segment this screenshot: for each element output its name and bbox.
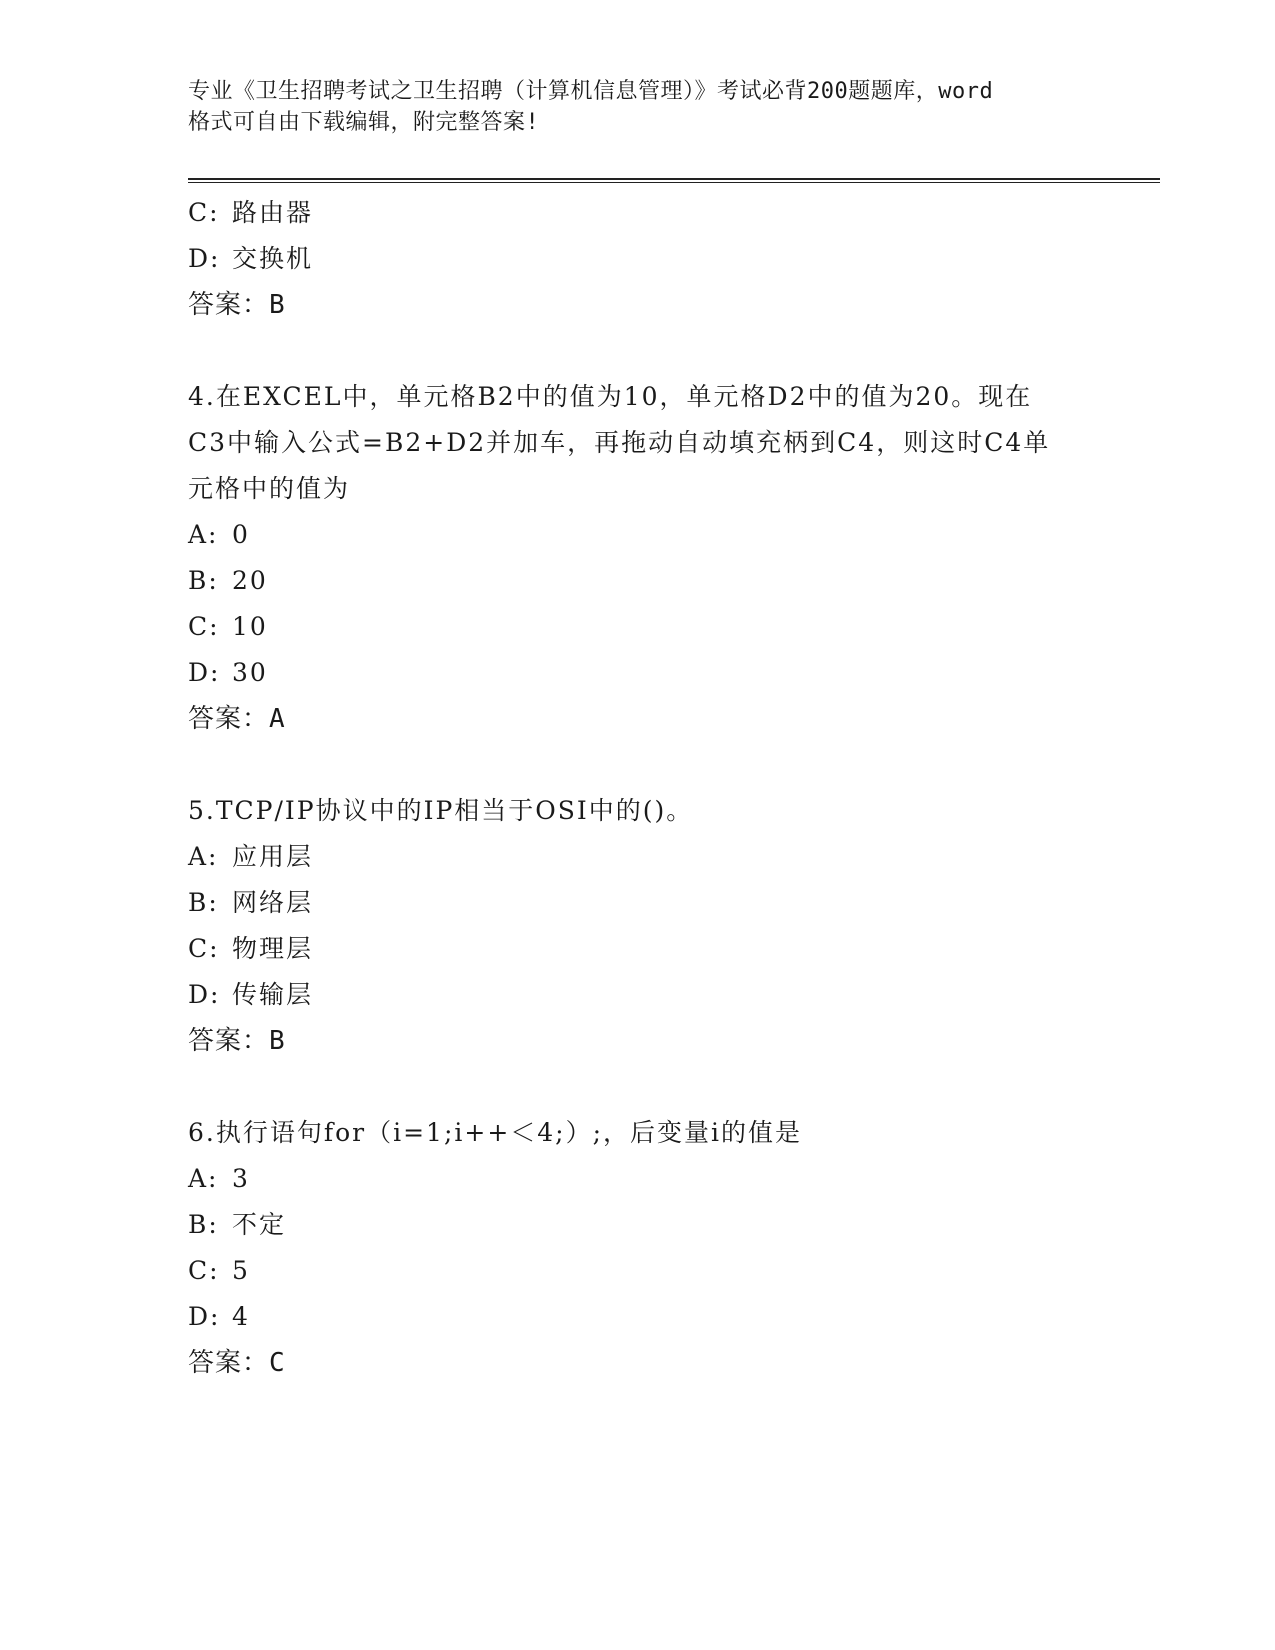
option-text: 网络层 bbox=[232, 888, 314, 917]
question-line: 5.TCP/IP协议中的IP相当于OSI中的()。 bbox=[188, 796, 694, 825]
option-b bbox=[188, 880, 1088, 926]
option-letter: C: bbox=[188, 198, 220, 227]
option-b bbox=[188, 558, 1088, 604]
option-text: 10 bbox=[232, 612, 268, 641]
option-text: 传输层 bbox=[232, 980, 314, 1009]
option-text: 应用层 bbox=[232, 842, 314, 871]
option-letter: C: bbox=[188, 612, 220, 641]
option-d bbox=[188, 236, 1088, 282]
question-5 bbox=[188, 788, 1088, 1064]
option-a bbox=[188, 512, 1088, 558]
option-letter: A: bbox=[188, 1164, 219, 1193]
option-letter: B: bbox=[188, 566, 219, 595]
option-text: 5 bbox=[232, 1256, 250, 1285]
option-text: 不定 bbox=[232, 1210, 287, 1239]
header-divider bbox=[188, 178, 1160, 183]
option-a bbox=[188, 834, 1088, 880]
question-line: C3中输入公式=B2+D2并加车，再拖动自动填充柄到C4，则这时C4单 bbox=[188, 428, 1051, 457]
option-text: 30 bbox=[232, 658, 268, 687]
spacer bbox=[188, 742, 1088, 788]
option-d bbox=[188, 1294, 1088, 1340]
question-line: 元格中的值为 bbox=[188, 474, 351, 503]
answer-line: 答案：B bbox=[188, 290, 286, 320]
answer-line: 答案：B bbox=[188, 1026, 286, 1056]
document-header bbox=[188, 76, 1088, 138]
question-4 bbox=[188, 374, 1088, 742]
option-letter: A: bbox=[188, 842, 219, 871]
option-text: 3 bbox=[232, 1164, 250, 1193]
option-text: 20 bbox=[232, 566, 268, 595]
question-line: 4.在EXCEL中，单元格B2中的值为10，单元格D2中的值为20。现在 bbox=[188, 382, 1033, 411]
answer-line: 答案：A bbox=[188, 704, 286, 734]
option-d bbox=[188, 650, 1088, 696]
header-line-2: 格式可自由下载编辑，附完整答案! bbox=[188, 110, 540, 135]
option-letter: D: bbox=[188, 1302, 221, 1331]
option-letter: D: bbox=[188, 244, 221, 273]
option-text: 路由器 bbox=[232, 198, 314, 227]
option-letter: C: bbox=[188, 1256, 220, 1285]
option-c bbox=[188, 1248, 1088, 1294]
answer-line: 答案：C bbox=[188, 1348, 286, 1378]
option-text: 4 bbox=[232, 1302, 250, 1331]
option-c bbox=[188, 604, 1088, 650]
header-line-1: 专业《卫生招聘考试之卫生招聘（计算机信息管理）》考试必背200题题库，word bbox=[188, 79, 994, 104]
question-list bbox=[188, 190, 1088, 1386]
option-letter: C: bbox=[188, 934, 220, 963]
question-text bbox=[188, 374, 1068, 512]
question-text bbox=[188, 788, 1068, 834]
option-a bbox=[188, 1156, 1088, 1202]
question-3-tail bbox=[188, 190, 1088, 328]
option-b bbox=[188, 1202, 1088, 1248]
option-letter: D: bbox=[188, 658, 221, 687]
spacer bbox=[188, 1064, 1088, 1110]
option-letter: A: bbox=[188, 520, 219, 549]
option-letter: D: bbox=[188, 980, 221, 1009]
option-text: 物理层 bbox=[232, 934, 314, 963]
question-6 bbox=[188, 1110, 1088, 1386]
option-letter: B: bbox=[188, 1210, 219, 1239]
option-c bbox=[188, 190, 1088, 236]
spacer bbox=[188, 328, 1088, 374]
option-text: 交换机 bbox=[232, 244, 314, 273]
option-letter: B: bbox=[188, 888, 219, 917]
option-d bbox=[188, 972, 1088, 1018]
option-text: 0 bbox=[232, 520, 250, 549]
option-c bbox=[188, 926, 1088, 972]
question-text bbox=[188, 1110, 1068, 1156]
question-line: 6.执行语句for（i=1;i++＜4;）;，后变量i的值是 bbox=[188, 1118, 803, 1147]
